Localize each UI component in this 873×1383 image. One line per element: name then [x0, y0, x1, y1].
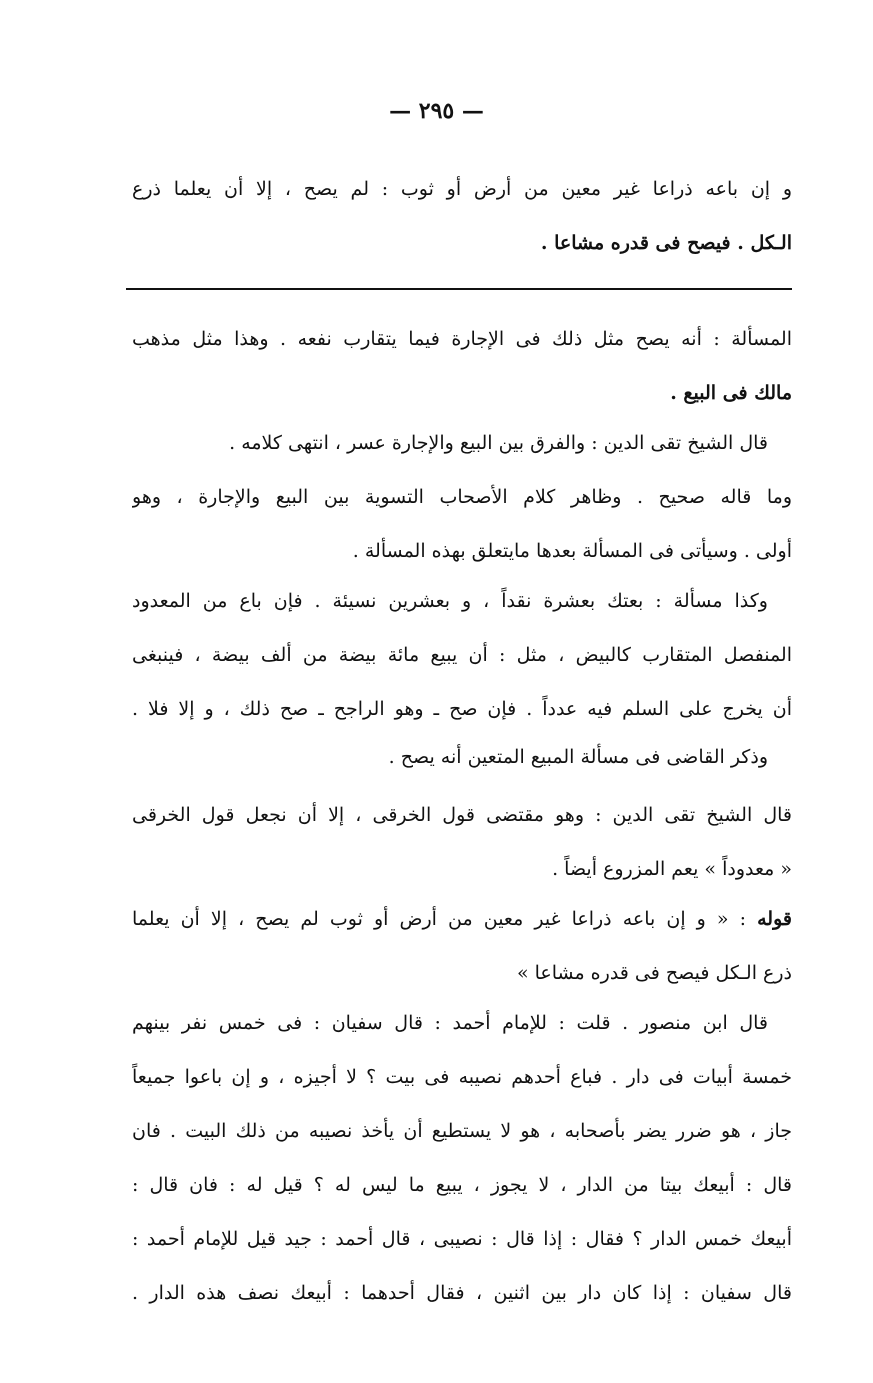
paragraph-3: [132, 574, 792, 736]
text-line: جاز ، هو ضرر يضر بأصحابه ، هو لا يستطيع أن يأخذ نصيبه من ذلك البيت . فان: [132, 1120, 792, 1142]
matn-line: الـكل . فيصح فى قدره مشاعا .: [540, 232, 792, 254]
text-line: قال الشيخ تقى الدين : وهو مقتضى قول الخرقى ، إلا أن نجعل قول الخرقى: [132, 804, 792, 826]
text-line: أبيعك خمس الدار ؟ فقال : إذا قال : نصيبى ، قال أحمد : جيد قيل للإمام أحمد :: [132, 1228, 792, 1250]
text-line: قال : أبيعك بيتا من الدار ، لا يجوز ، يبيع ما ليس له ؟ قيل له : فان قال :: [132, 1174, 792, 1196]
text-line: خمسة أبيات فى دار . فباع أحدهم نصيبه فى بيت ؟ لا أجيزه ، و إن باعوا جميعاً: [132, 1066, 792, 1088]
text-line: ذرع الـكل فيصح فى قدره مشاعا »: [516, 962, 792, 984]
text-line: وذكر القاضى فى مسألة المبيع المتعين أنه يصح .: [388, 746, 768, 768]
text-line: مالك فى البيع .: [670, 382, 792, 404]
text-line: قال الشيخ تقى الدين : والفرق بين البيع والإجارة عسر ، انتهى كلامه .: [229, 432, 768, 454]
text-line: المنفصل المتقارب كالبيض ، مثل : أن يبيع مائة بيضة من ألف بيضة ، فينبغى: [132, 644, 792, 666]
horizontal-rule: [126, 288, 792, 290]
paragraph-4: [132, 730, 792, 784]
paragraph-1: [132, 312, 792, 420]
text-line: « معدوداً » يعم المزروع أيضاً .: [552, 858, 792, 880]
paragraph-7: [132, 996, 792, 1320]
matn-text: [132, 162, 792, 270]
text-line: قال سفيان : إذا كان دار بين اثنين ، فقال أحدهما : أبيعك نصف هذه الدار .: [132, 1282, 792, 1304]
text-span: : « و إن باعه ذراعا غير معين من أرض أو ثوب لم يصح ، إلا أن يعلما: [132, 908, 747, 930]
page-number: — ٢٩٥ —: [389, 98, 484, 124]
paragraph-5: [132, 788, 792, 896]
text-line: أولى . وسيأتى فى المسألة بعدها مايتعلق بهذه المسألة .: [352, 540, 792, 562]
text-line: [132, 892, 792, 946]
matn-line: و إن باعه ذراعا غير معين من أرض أو ثوب : لم يصح ، إلا أن يعلما ذرع: [132, 178, 792, 200]
text-line: وما قاله صحيح . وظاهر كلام الأصحاب التسوية بين البيع والإجارة ، وهو: [132, 486, 792, 508]
paragraph-6: [132, 892, 792, 1000]
text-line: أن يخرج على السلم فيه عدداً . فإن صح ـ وهو الراجح ـ صح ذلك ، و إلا فلا .: [132, 698, 792, 720]
text-line: قال ابن منصور . قلت : للإمام أحمد : قال سفيان : فى خمس نفر بينهم: [132, 1012, 768, 1034]
paragraph-2: [132, 416, 792, 578]
text-line: وكذا مسألة : بعتك بعشرة نقداً ، و بعشرين نسيئة . فإن باع من المعدود: [132, 590, 768, 612]
text-line: المسألة : أنه يصح مثل ذلك فى الإجارة فيما يتقارب نفعه . وهذا مثل مذهب: [132, 328, 792, 350]
qawluhu-label: قوله: [757, 908, 792, 930]
